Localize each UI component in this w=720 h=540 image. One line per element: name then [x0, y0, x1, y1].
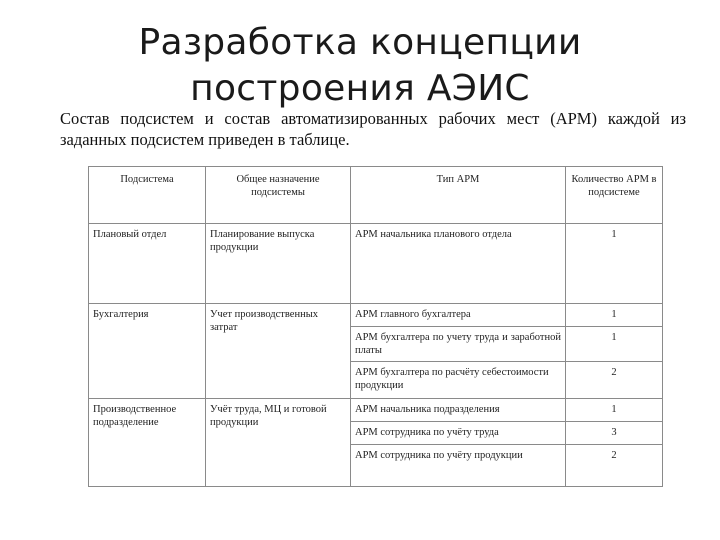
purpose-cell: Учёт труда, МЦ и готовой продукции: [206, 399, 351, 487]
arm-type-cell: АРМ начальника подразделения: [351, 399, 566, 422]
slide-title: Разработка концепции построения АЭИС: [138, 22, 582, 109]
subsystem-cell: Бухгалтерия: [89, 304, 206, 399]
arm-type-cell: АРМ главного бухгалтера: [351, 304, 566, 327]
subsystems-table: [88, 166, 663, 487]
subsystem-cell: Плановый отдел: [89, 224, 206, 304]
purpose-cell: Планирование выпуска продукции: [206, 224, 351, 304]
arm-type-cell: АРМ сотрудника по учёту труда: [351, 422, 566, 445]
arm-count-cell: 2: [566, 362, 663, 399]
intro-paragraph: Состав подсистем и состав автоматизированных рабочих мест (АРМ) каждой из заданных подсистем приведен в таблице.: [60, 109, 686, 149]
header-purpose: Общее назначение подсистемы: [206, 167, 351, 224]
arm-count-cell: 1: [566, 399, 663, 422]
arm-count-cell: 3: [566, 422, 663, 445]
table-row: [89, 304, 663, 327]
arm-count-cell: 1: [566, 224, 663, 304]
arm-type-cell: АРМ начальника планового отдела: [351, 224, 566, 304]
arm-count-cell: 2: [566, 445, 663, 487]
arm-type-cell: АРМ бухгалтера по расчёту себестоимости продукции: [351, 362, 566, 399]
header-arm-count: Количество АРМ в подсистеме: [566, 167, 663, 224]
header-subsystem: Подсистема: [89, 167, 206, 224]
arm-count-cell: 1: [566, 304, 663, 327]
arm-type-cell: АРМ бухгалтера по учету труда и заработной платы: [351, 327, 566, 362]
table-row: [89, 399, 663, 422]
purpose-cell: Учет производственных затрат: [206, 304, 351, 399]
header-arm-type: Тип АРМ: [351, 167, 566, 224]
subsystem-cell: Производственное подразделение: [89, 399, 206, 487]
arm-count-cell: 1: [566, 327, 663, 362]
table-header-row: [89, 167, 663, 224]
table-row: [89, 224, 663, 304]
arm-type-cell: АРМ сотрудника по учёту продукции: [351, 445, 566, 487]
